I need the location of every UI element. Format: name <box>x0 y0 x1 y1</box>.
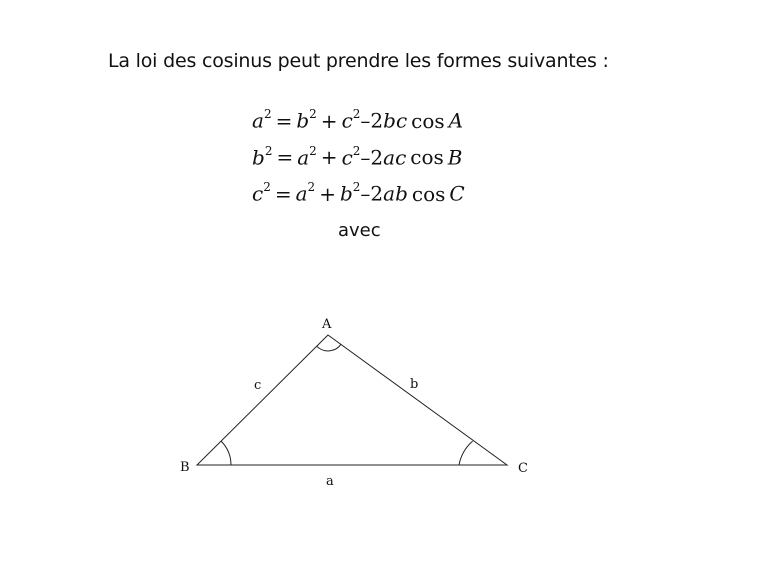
formula-a: $a^2 = b^2 + c^2-2bc$ cos A <box>252 107 464 133</box>
vertex-label-a: A <box>322 317 332 332</box>
side-label-a: a <box>326 474 334 489</box>
vertex-label-c: C <box>518 461 528 476</box>
side-label-c: c <box>254 378 262 393</box>
angle-arc-b <box>221 441 231 465</box>
side-label-b: b <box>410 377 419 392</box>
avec-label: avec <box>338 220 381 241</box>
intro-text: La loi des cosinus peut prendre les formes suivantes : <box>108 50 609 72</box>
angle-arc-a <box>317 344 341 351</box>
vertex-label-b: B <box>180 460 190 475</box>
triangle-outline <box>197 335 507 465</box>
angle-arc-c <box>459 441 473 465</box>
formula-b: $b^2 = a^2 + c^2-2ac$ cos B <box>252 143 463 170</box>
formula-c: $c^2 = a^2 + b^2-2ab$ cos C <box>252 180 465 206</box>
